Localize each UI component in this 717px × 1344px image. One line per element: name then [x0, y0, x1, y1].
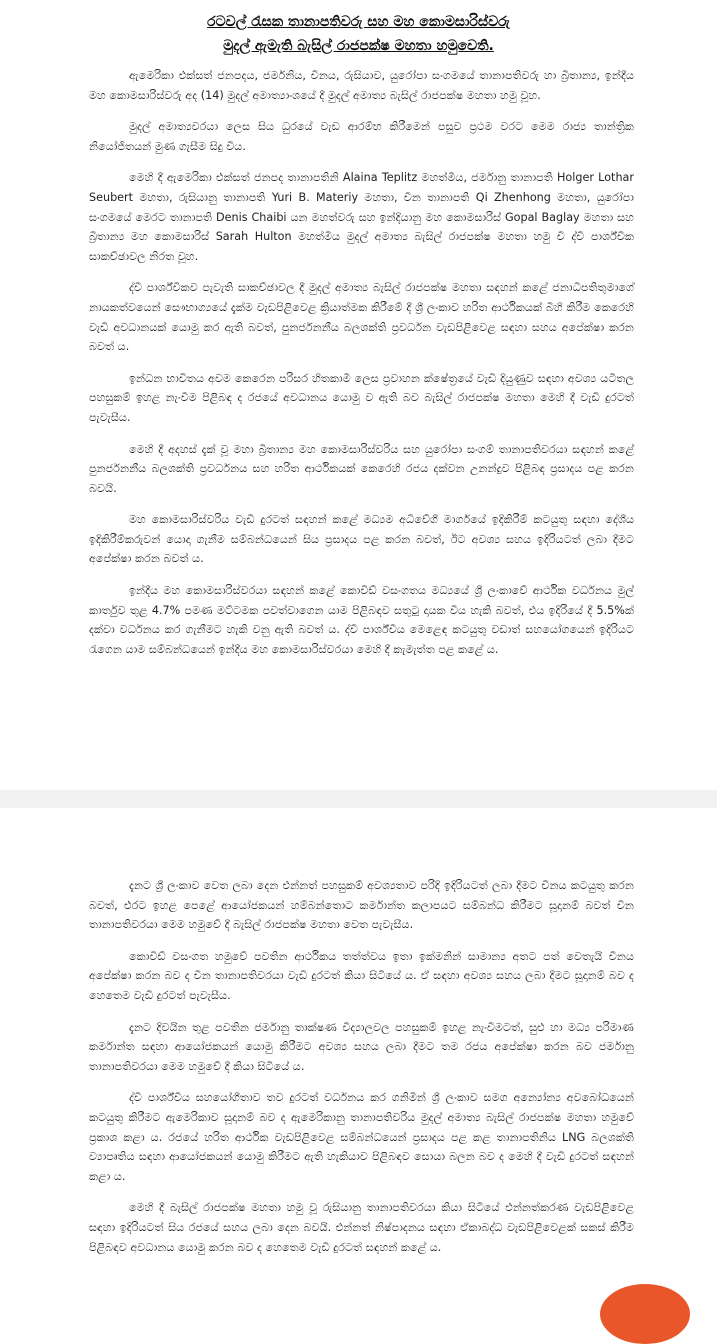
- page-separator: [0, 790, 717, 808]
- article-title: [0, 10, 717, 58]
- document-page-2: [0, 808, 717, 1305]
- page-2-body: [89, 876, 634, 1269]
- page-1-body: [89, 66, 634, 671]
- paragraph: ද්වී පාර්ශ්වීය සහයෝගීතාව තව දුරටත් වර්ධනය කර ගනිමින් ශ්‍රී ලංකාව සමග අන්‍යෝන්‍ය අවබෝධයෙන් කටයුතු කිරීමට ඇමෙරිකාව සූදානම් බව ද ඇමෙරිකානු තානාපතිවරිය මුදල් අමාත්‍ය බැසිල් රාජපක්ෂ මහතා හමුවේ ප්‍රකාශ කළා ය. රජයේ හරිත ආර්ථික වැඩපිළිවෙළ සම්බන්ධයෙන් ප්‍රසාදය පළ කළ තානාපතිනිය LNG බලශක්ති ව්‍යාපෘතිය සඳහා ආයෝජකයන් යොමු කිරීමට ඇති හැකියාව පිළිබඳව සොයා බලන බව ද මෙහි දී වැඩි දුරටත් සඳහන් කළා ය.: [89, 1091, 634, 1183]
- paragraph: කොවිඩ් වසංගත හමුවේ පවතින ආර්ථිකය තත්ත්වය ඉතා ඉක්මනින් සාමාන්‍ය අතට පත් වෙතැයි චීනය අපේක්ෂා කරන බව ද චීන තානාපතිවරයා වැඩි දුරටත් කියා සිටියේ ය. ඒ සඳහා අවශ්‍ය සහය ලබා දීමට සූදානම් බව ද හෙතෙම වැඩි දුරටත් පැවැසීය.: [89, 949, 634, 1002]
- paragraph: මෙහි දී ඇමෙරිකා එක්සත් ජනපද තානාපතිනි Alaina Teplitz මහත්මිය, ජර්මානු තානාපති Holger Lothar Seubert මහතා, රුසියානු තානාපති Yuri B. Materiy මහතා, චීන තානාපති Qi Zhenhong මහතා, යුරෝපා සංගමයේ මෙරට තානාපති Denis Chaibi යන මහත්වරු සහ ඉන්දියානු මහ කොමසාරිස් Gopal Baglay මහතා සහ බ්‍රිතාන්‍ය මහ කොමසාරිස් Sarah Hulton මහත්මිය මුදල් අමාත්‍ය බැසිල් රාජපක්ෂ මහතා හමු වී ද්වී පාර්ශ්වික සාකච්ඡාවල නිරත වූහ.: [89, 171, 634, 263]
- title-line-1: රටවල් රැසක තානාපතිවරු සහ මහ කොමසාරිස්වරු: [207, 14, 510, 30]
- paragraph: මෙහි දී අදහස් දැක් වූ මහා බ්‍රිතාන්‍ය මහ කොමසාරිස්වරිය සහ යුරෝපා සංගම් තානාපතිවරයා සඳහන් කළේ පුනර්ජනනීය බලශක්ති ප්‍රවර්ධනය සහ හරිත ආර්ථිකයක් කෙරෙහි රජය දක්වන උනන්දුව පිළිබඳ ප්‍රසාදය පළ කරන බවයි.: [89, 442, 634, 495]
- paragraph: මහ කොමසාරිස්වරිය වැඩි දුරටත් සඳහන් කළේ මධ්‍යම අධිවේගී මාර්ගයේ ඉදිකිරීම් කටයුතු සඳහා දේශීය ඉදිකිරීම්කරුවන් යොදා ගැනීම සම්බන්ධයෙන් සිය ප්‍රසාදය පළ කරන බවත්, ඊට අවශ්‍ය සහය ඉදිරියටත් ලබා දීමට අපේක්ෂා කරන බවත් ය.: [89, 513, 634, 566]
- floating-action-button[interactable]: [600, 1284, 690, 1344]
- paragraph: ඉන්ධන භාවිතය අවම කෙරෙන පරිසර හිතකාමී ලෙස ප්‍රවාහන ක්ෂේත්‍රයේ වැඩි දියුණුව සඳහා අවශ්‍ය යටිතල පහසුකම් ඉහළ නැංවීම පිළිබඳ ද රජයේ අවධානය යොමු ව ඇති බව බැසිල් රාජපක්ෂ මහතා මෙහි දී වැඩි දුරටත් පැවැසීය.: [89, 371, 634, 424]
- paragraph: දැනට ශ්‍රී ලංකාව වෙත ලබා දෙන එන්නත් පහසුකම් අවශ්‍යතාව පරිදි ඉදිරියටත් ලබා දීමට චීනය කටයුතු කරන බවත්, එරට ඉහළ පෙළේ ආයෝජකයන් හම්බන්තොට කර්මාන්ත කලාපයට සම්බන්ධ කිරීමට සූදානම් බවත් චීන තානාපතිවරයා මෙම හමුවේ දී බැසිල් රාජපක්ෂ මහතා වෙත පැවැසීය.: [89, 879, 634, 932]
- paragraph: ඇමෙරිකා එක්සත් ජනපදය, ජර්මනිය, චීනය, රුසියාව, යුරෝපා සංගමයේ තානාපතිවරු හා බ්‍රිතාන්‍ය, ඉන්දීය මහ කොමසාරිස්වරු අද (14) මුදල් අමාත්‍යාංශයේ දී මුදල් අමාත්‍ය බැසිල් රාජපක්ෂ මහතා හමු වූහ.: [89, 69, 634, 102]
- title-line-2: මුදල් ඇමැති බැසිල් රාජපක්ෂ මහතා හමුවෙති.: [223, 38, 494, 54]
- paragraph: මෙහි දී බැසිල් රාජපක්ෂ මහතා හමු වූ රුසියානු තානාපතිවරයා කියා සිටියේ එන්නත්කරණ වැඩපිළිවෙළ සඳහා ඉදිරියටත් සිය රජයේ සහය ලබා දෙන බවයි. එන්නත් නිෂ්පාදනය සඳහා ඒකාබද්ධ වැඩපිළිවෙළක් සකස් කිරීම පිළිබඳව අවධානය යොමු කරන බව ද හෙතෙම වැඩි දුරටත් සඳහන් කළේ ය.: [89, 1201, 634, 1254]
- paragraph: ද්වී පාර්ශ්විකව පැවැති සාකච්ඡාවල දී මුදල් අමාත්‍ය බැසිල් රාජපක්ෂ මහතා සඳහන් කළේ ජනාධිපතිතුමාගේ නායකත්වයෙන් සෞභාග්‍යයේ දැක්ම වැඩපිළිවෙළ ක්‍රියාත්මක කිරීමේ දී ශ්‍රී ලංකාව හරිත ආර්ථිකයක් බිහි කිරීම කෙරෙහි වැඩි අවධානයක් යොමු කර ඇති බවත්, පුනර්ජනනීය බලශක්ති ප්‍රවර්ධන වැඩපිළිවෙළ සඳහා සහය අපේක්ෂා කරන බවත් ය.: [89, 281, 634, 354]
- paragraph: ඉන්දීය මහ කොමසාරිස්වරයා සඳහන් කළේ කොවිඩ් වසංගතය මධ්‍යයේ ශ්‍රී ලංකාවේ ආර්ථික වර්ධනය මුල් කාර්තුව තුළ 4.7% පමණ මට්ටමක පවත්වාගෙන යාම පිළිබඳව සතුටු දායක විය හැකි බවත්, එය ඉදිරියේ දී 5.5%ක් දක්වා වර්ධනය කර ගැනීමට හැකි වනු ඇති බවත් ය. ද්වී පාර්ශ්වීය මෙළෙඳ කටයුතු වඩාත් සහයෝගයෙන් ඉදිරියට රැගෙන යාම සම්බන්ධයෙන් ඉන්දීය මහ කොමසාරිස්වරයා මෙහි දී කැමැත්ත පළ කළේ ය.: [89, 584, 634, 656]
- paragraph: මුදල් අමාත්‍යවරයා ලෙස සිය ධුරයේ වැඩ ආරම්භ කිරීමෙන් පසුව ප්‍රථම වරට මෙම රාජ්‍ය තාන්ත්‍රික නියෝජිතයන් මුණ ගැසීම සිදු විය.: [89, 120, 634, 153]
- paragraph: දැනට දිවයින තුළ පවතින ජර්මානු තාක්ෂණ විද්‍යාලවල පහසුකම් ඉහළ නැංවීමටත්, සුළු හා මධ්‍ය පරිමාණ කර්මාන්ත සඳහා ආයෝජකයන් යොමු කිරීමට අවශ්‍ය සහය ලබා දීමට තම රජය අපේක්ෂා කරන බව ජර්මානු තානාපතිවරයා මෙම හමුවේ දී කියා සිටියේ ය.: [89, 1020, 634, 1073]
